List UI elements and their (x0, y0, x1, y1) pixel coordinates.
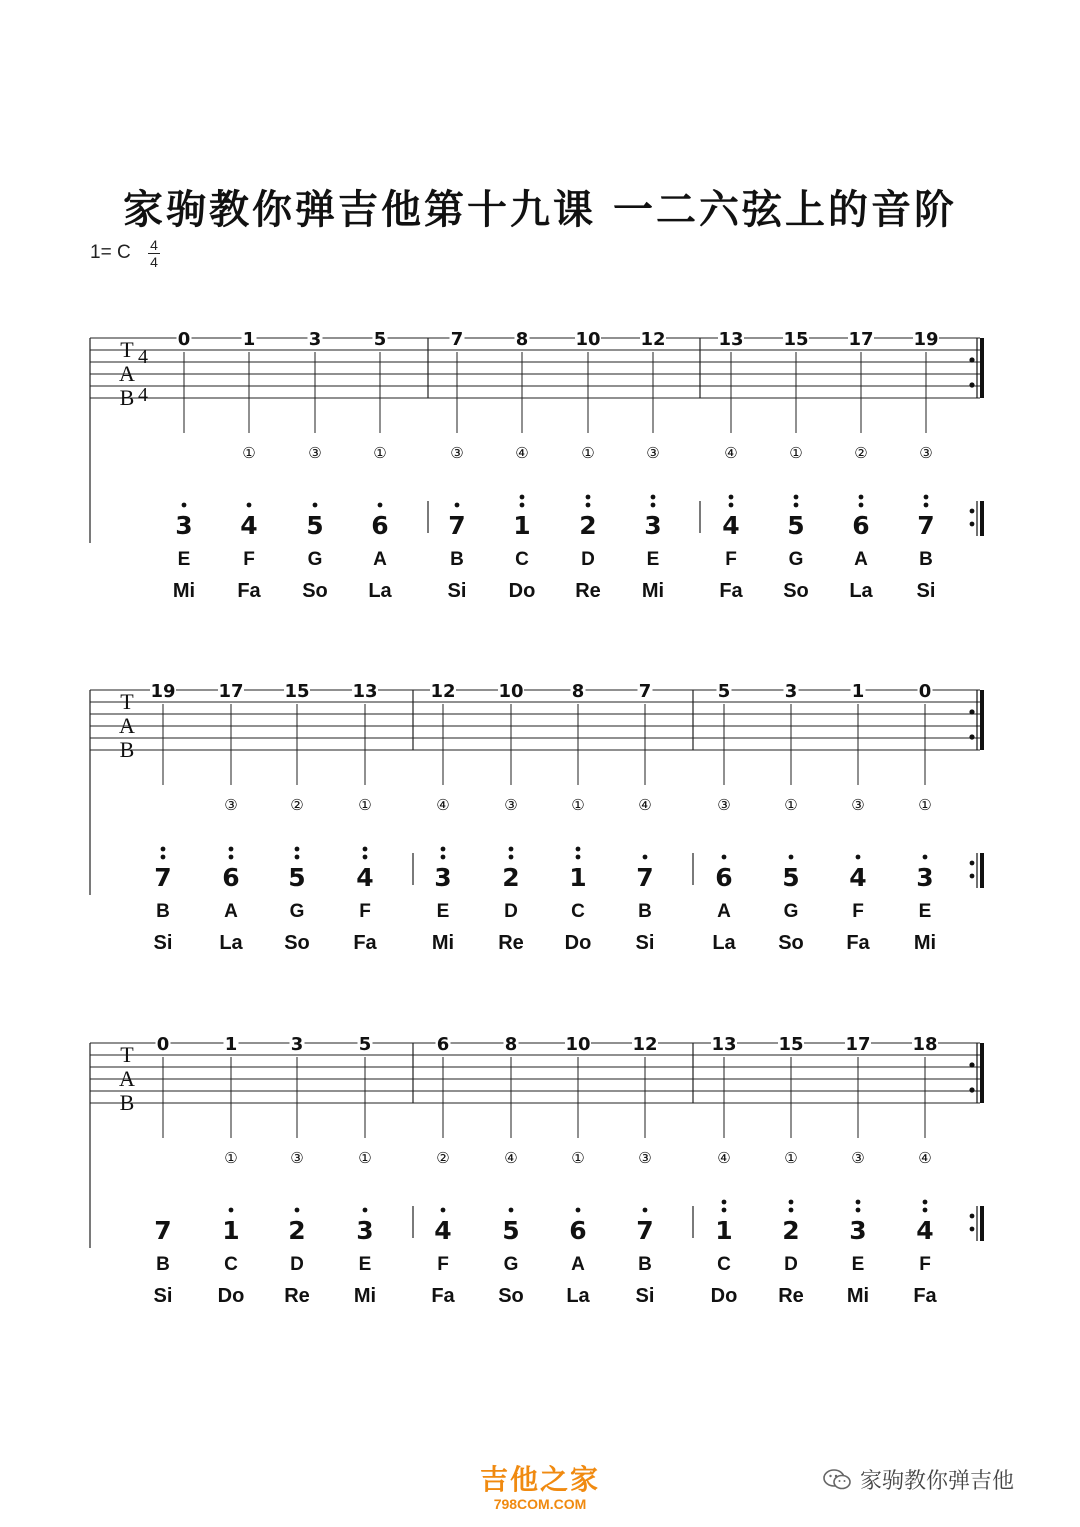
string-number: ④ (918, 1149, 932, 1167)
repeat-dot (970, 1214, 975, 1219)
solfege-syllable: Re (778, 1285, 804, 1307)
fret-number: 3 (290, 1034, 304, 1055)
time-signature-bottom: 4 (150, 254, 158, 270)
note-letter: B (638, 1254, 652, 1275)
fret-number: 13 (352, 681, 378, 702)
string-number: ③ (646, 444, 660, 462)
scale-degree: 7 (154, 863, 172, 892)
solfege-syllable: Fa (846, 932, 870, 954)
tab-letter: B (119, 385, 135, 410)
string-number: ① (784, 796, 798, 814)
string-number: ② (290, 796, 304, 814)
octave-dot (789, 1200, 794, 1205)
tab-system-2 (90, 681, 984, 954)
fret-number: 1 (242, 329, 256, 350)
solfege-syllable: La (712, 932, 736, 954)
solfege-syllable: Si (635, 932, 655, 954)
scale-degree: 7 (917, 511, 935, 540)
fret-number: 3 (308, 329, 322, 350)
fret-number: 0 (177, 329, 191, 350)
fret-number: 15 (284, 681, 310, 702)
string-number: ④ (638, 796, 652, 814)
octave-dot (378, 503, 383, 508)
string-number: ③ (450, 444, 464, 462)
tab-system-1 (90, 329, 984, 602)
octave-dot (586, 503, 591, 508)
scale-degree: 6 (371, 511, 389, 540)
scale-degree: 3 (644, 511, 662, 540)
note-letter: A (571, 1254, 585, 1275)
octave-dot (924, 503, 929, 508)
octave-dot (923, 1208, 928, 1213)
scale-degree: 5 (288, 863, 306, 892)
octave-dot (924, 495, 929, 500)
note-letter: A (373, 549, 387, 570)
octave-dot (856, 1208, 861, 1213)
fret-number: 17 (845, 1034, 871, 1055)
fret-number: 3 (784, 681, 798, 702)
octave-dot (509, 847, 514, 852)
solfege-syllable: Si (153, 932, 173, 954)
note-letter: C (515, 549, 529, 570)
octave-dot (859, 503, 864, 508)
note-letter: G (783, 901, 799, 922)
fret-number: 19 (150, 681, 176, 702)
note-letter: A (224, 901, 238, 922)
note-letter: E (646, 549, 660, 570)
octave-dot (576, 847, 581, 852)
octave-dot (247, 503, 252, 508)
scale-degree: 4 (356, 863, 374, 892)
page-title: 家驹教你弹吉他第十九课 一二六弦上的音阶 (123, 186, 957, 233)
fret-number: 7 (450, 329, 464, 350)
string-number: ③ (308, 444, 322, 462)
fret-number: 15 (778, 1034, 804, 1055)
tab-time-bottom: 4 (138, 384, 148, 406)
brand-url: 798COM.COM (493, 1496, 587, 1512)
tab-time-top: 4 (138, 346, 148, 368)
solfege-syllable: Mi (172, 580, 196, 602)
octave-dot (229, 1208, 234, 1213)
solfege-syllable: So (783, 580, 809, 602)
scale-degree: 4 (722, 511, 740, 540)
octave-dot (789, 1208, 794, 1213)
repeat-thick-line (980, 338, 984, 398)
octave-dot (576, 855, 581, 860)
fret-number: 8 (515, 329, 529, 350)
solfege-syllable: Fa (913, 1285, 937, 1307)
note-letter: C (571, 901, 585, 922)
tab-letter: T (120, 337, 134, 362)
string-number: ① (571, 1149, 585, 1167)
octave-dot (643, 855, 648, 860)
solfege-syllable: So (778, 932, 804, 954)
fret-number: 12 (430, 681, 456, 702)
solfege-syllable: Do (564, 932, 592, 954)
brand-name: 吉他之家 (479, 1463, 600, 1496)
tab-letter: A (119, 713, 135, 738)
note-letter: F (243, 549, 255, 570)
note-letter: D (290, 1254, 304, 1275)
scale-degree: 5 (787, 511, 805, 540)
solfege-syllable: La (566, 1285, 590, 1307)
solfege-syllable: Do (710, 1285, 738, 1307)
string-number: ② (854, 444, 868, 462)
scale-degree: 6 (222, 863, 240, 892)
scale-degree: 1 (513, 511, 531, 540)
fret-number: 0 (156, 1034, 170, 1055)
string-number: ② (436, 1149, 450, 1167)
scale-degree: 4 (434, 1216, 452, 1245)
octave-dot (520, 503, 525, 508)
octave-dot (789, 855, 794, 860)
repeat-dot (970, 1227, 975, 1232)
octave-dot (722, 1200, 727, 1205)
solfege-syllable: So (302, 580, 328, 602)
solfege-syllable: Mi (353, 1285, 377, 1307)
string-number: ③ (224, 796, 238, 814)
fret-number: 5 (717, 681, 731, 702)
fret-number: 19 (913, 329, 939, 350)
octave-dot (455, 503, 460, 508)
note-letter: F (725, 549, 737, 570)
scale-degree: 5 (306, 511, 324, 540)
note-letter: F (852, 901, 864, 922)
solfege-syllable: La (849, 580, 873, 602)
scale-degree: 3 (175, 511, 193, 540)
repeat-thick-line (980, 1206, 984, 1241)
octave-dot (509, 855, 514, 860)
string-number: ① (358, 796, 372, 814)
note-letter: E (851, 1254, 865, 1275)
note-letter: D (504, 901, 518, 922)
octave-dot (651, 503, 656, 508)
octave-dot (586, 495, 591, 500)
octave-dot (161, 847, 166, 852)
octave-dot (729, 503, 734, 508)
string-number: ① (581, 444, 595, 462)
octave-dot (229, 855, 234, 860)
string-number: ③ (851, 796, 865, 814)
scale-degree: 4 (916, 1216, 934, 1245)
solfege-syllable: Mi (641, 580, 665, 602)
scale-degree: 4 (849, 863, 867, 892)
fret-number: 5 (373, 329, 387, 350)
time-signature-top: 4 (150, 237, 158, 253)
note-letter: F (437, 1254, 449, 1275)
solfege-syllable: Do (217, 1285, 245, 1307)
scale-degree: 3 (916, 863, 934, 892)
octave-dot (229, 847, 234, 852)
scale-degree: 6 (569, 1216, 587, 1245)
note-letter: E (358, 1254, 372, 1275)
repeat-dot (969, 709, 974, 714)
repeat-dot (970, 861, 975, 866)
scale-degree: 7 (154, 1216, 172, 1245)
scale-degree: 2 (502, 863, 520, 892)
note-letter: D (581, 549, 595, 570)
octave-dot (651, 495, 656, 500)
solfege-syllable: Si (635, 1285, 655, 1307)
string-number: ① (373, 444, 387, 462)
fret-number: 8 (571, 681, 585, 702)
scale-degree: 1 (715, 1216, 733, 1245)
scale-degree: 2 (288, 1216, 306, 1245)
fret-number: 0 (918, 681, 932, 702)
solfege-syllable: So (284, 932, 310, 954)
solfege-syllable: Re (575, 580, 601, 602)
string-number: ③ (290, 1149, 304, 1167)
scale-degree: 3 (849, 1216, 867, 1245)
note-letter: B (156, 1254, 170, 1275)
octave-dot (295, 855, 300, 860)
fret-number: 17 (218, 681, 244, 702)
solfege-syllable: Fa (237, 580, 261, 602)
string-number: ④ (515, 444, 529, 462)
repeat-dot (969, 1062, 974, 1067)
string-number: ③ (638, 1149, 652, 1167)
octave-dot (794, 495, 799, 500)
string-number: ① (784, 1149, 798, 1167)
string-number: ① (242, 444, 256, 462)
repeat-dot (969, 1087, 974, 1092)
scale-degree: 7 (636, 1216, 654, 1245)
solfege-syllable: Mi (846, 1285, 870, 1307)
octave-dot (722, 1208, 727, 1213)
scale-degree: 6 (715, 863, 733, 892)
repeat-thick-line (980, 1043, 984, 1103)
octave-dot (729, 495, 734, 500)
string-number: ④ (504, 1149, 518, 1167)
solfege-syllable: Re (498, 932, 524, 954)
fret-number: 10 (575, 329, 601, 350)
scale-degree: 5 (502, 1216, 520, 1245)
scale-degree: 4 (240, 511, 258, 540)
string-number: ④ (717, 1149, 731, 1167)
note-letter: G (788, 549, 804, 570)
solfege-syllable: Si (153, 1285, 173, 1307)
note-letter: A (717, 901, 731, 922)
scale-degree: 1 (222, 1216, 240, 1245)
fret-number: 5 (358, 1034, 372, 1055)
string-number: ① (571, 796, 585, 814)
fret-number: 17 (848, 329, 874, 350)
octave-dot (182, 503, 187, 508)
note-letter: C (224, 1254, 238, 1275)
octave-dot (794, 503, 799, 508)
note-letter: B (156, 901, 170, 922)
string-number: ③ (851, 1149, 865, 1167)
solfege-syllable: Do (508, 580, 536, 602)
string-number: ① (789, 444, 803, 462)
note-letter: D (784, 1254, 798, 1275)
solfege-syllable: Fa (719, 580, 743, 602)
string-number: ③ (717, 796, 731, 814)
fret-number: 10 (565, 1034, 591, 1055)
note-letter: B (919, 549, 933, 570)
scale-degree: 6 (852, 511, 870, 540)
solfege-syllable: Si (916, 580, 936, 602)
scale-degree: 5 (782, 863, 800, 892)
solfege-syllable: Fa (353, 932, 377, 954)
scale-degree: 3 (434, 863, 452, 892)
scale-degree: 3 (356, 1216, 374, 1245)
repeat-thick-line (980, 853, 984, 888)
octave-dot (313, 503, 318, 508)
octave-dot (295, 847, 300, 852)
octave-dot (363, 1208, 368, 1213)
solfege-syllable: Fa (431, 1285, 455, 1307)
scale-degree: 2 (782, 1216, 800, 1245)
octave-dot (441, 855, 446, 860)
repeat-dot (969, 382, 974, 387)
repeat-dot (969, 357, 974, 362)
octave-dot (441, 847, 446, 852)
tab-letter: A (119, 1066, 135, 1091)
octave-dot (576, 1208, 581, 1213)
note-letter: B (638, 901, 652, 922)
note-letter: C (717, 1254, 731, 1275)
wechat-icon (822, 1467, 852, 1493)
octave-dot (161, 855, 166, 860)
scale-degree: 7 (636, 863, 654, 892)
fret-number: 13 (718, 329, 744, 350)
tab-letter: T (120, 689, 134, 714)
octave-dot (643, 1208, 648, 1213)
fret-number: 8 (504, 1034, 518, 1055)
fret-number: 6 (436, 1034, 450, 1055)
scale-degree: 7 (448, 511, 466, 540)
repeat-thick-line (980, 501, 984, 536)
string-number: ① (224, 1149, 238, 1167)
octave-dot (722, 855, 727, 860)
note-letter: E (436, 901, 450, 922)
scale-degree: 2 (579, 511, 597, 540)
repeat-dot (970, 509, 975, 514)
string-number: ③ (919, 444, 933, 462)
tab-letter: T (120, 1042, 134, 1067)
note-letter: G (503, 1254, 519, 1275)
string-number: ③ (504, 796, 518, 814)
repeat-dot (970, 874, 975, 879)
fret-number: 13 (711, 1034, 737, 1055)
string-number: ① (358, 1149, 372, 1167)
note-letter: B (450, 549, 464, 570)
fret-number: 1 (224, 1034, 238, 1055)
octave-dot (859, 495, 864, 500)
brand-logo (440, 1458, 640, 1512)
octave-dot (363, 847, 368, 852)
fret-number: 7 (638, 681, 652, 702)
octave-dot (520, 495, 525, 500)
note-letter: E (918, 901, 932, 922)
fret-number: 15 (783, 329, 809, 350)
note-letter: G (289, 901, 305, 922)
wechat-name: 家驹教你弹吉他 (860, 1469, 1015, 1494)
solfege-syllable: La (219, 932, 243, 954)
string-number: ① (918, 796, 932, 814)
note-letter: F (359, 901, 371, 922)
note-letter: E (177, 549, 191, 570)
octave-dot (923, 855, 928, 860)
fret-number: 10 (498, 681, 524, 702)
note-letter: F (919, 1254, 931, 1275)
tab-system-3 (90, 1034, 984, 1307)
octave-dot (363, 855, 368, 860)
octave-dot (856, 855, 861, 860)
octave-dot (441, 1208, 446, 1213)
key-signature: 1= C (90, 242, 131, 263)
tab-letter: B (119, 737, 135, 762)
octave-dot (856, 1200, 861, 1205)
repeat-dot (969, 734, 974, 739)
repeat-thick-line (980, 690, 984, 750)
solfege-syllable: Mi (913, 932, 937, 954)
string-number: ④ (436, 796, 450, 814)
tab-letter: A (119, 361, 135, 386)
solfege-syllable: Mi (431, 932, 455, 954)
scale-degree: 1 (569, 863, 587, 892)
repeat-dot (970, 522, 975, 527)
solfege-syllable: So (498, 1285, 524, 1307)
note-letter: G (307, 549, 323, 570)
octave-dot (923, 1200, 928, 1205)
tab-letter: B (119, 1090, 135, 1115)
fret-number: 1 (851, 681, 865, 702)
octave-dot (509, 1208, 514, 1213)
wechat-account (822, 1464, 1014, 1495)
octave-dot (295, 1208, 300, 1213)
note-letter: A (854, 549, 868, 570)
string-number: ④ (724, 444, 738, 462)
fret-number: 18 (912, 1034, 938, 1055)
fret-number: 12 (640, 329, 666, 350)
solfege-syllable: La (368, 580, 392, 602)
solfege-syllable: Re (284, 1285, 310, 1307)
solfege-syllable: Si (447, 580, 467, 602)
fret-number: 12 (632, 1034, 658, 1055)
